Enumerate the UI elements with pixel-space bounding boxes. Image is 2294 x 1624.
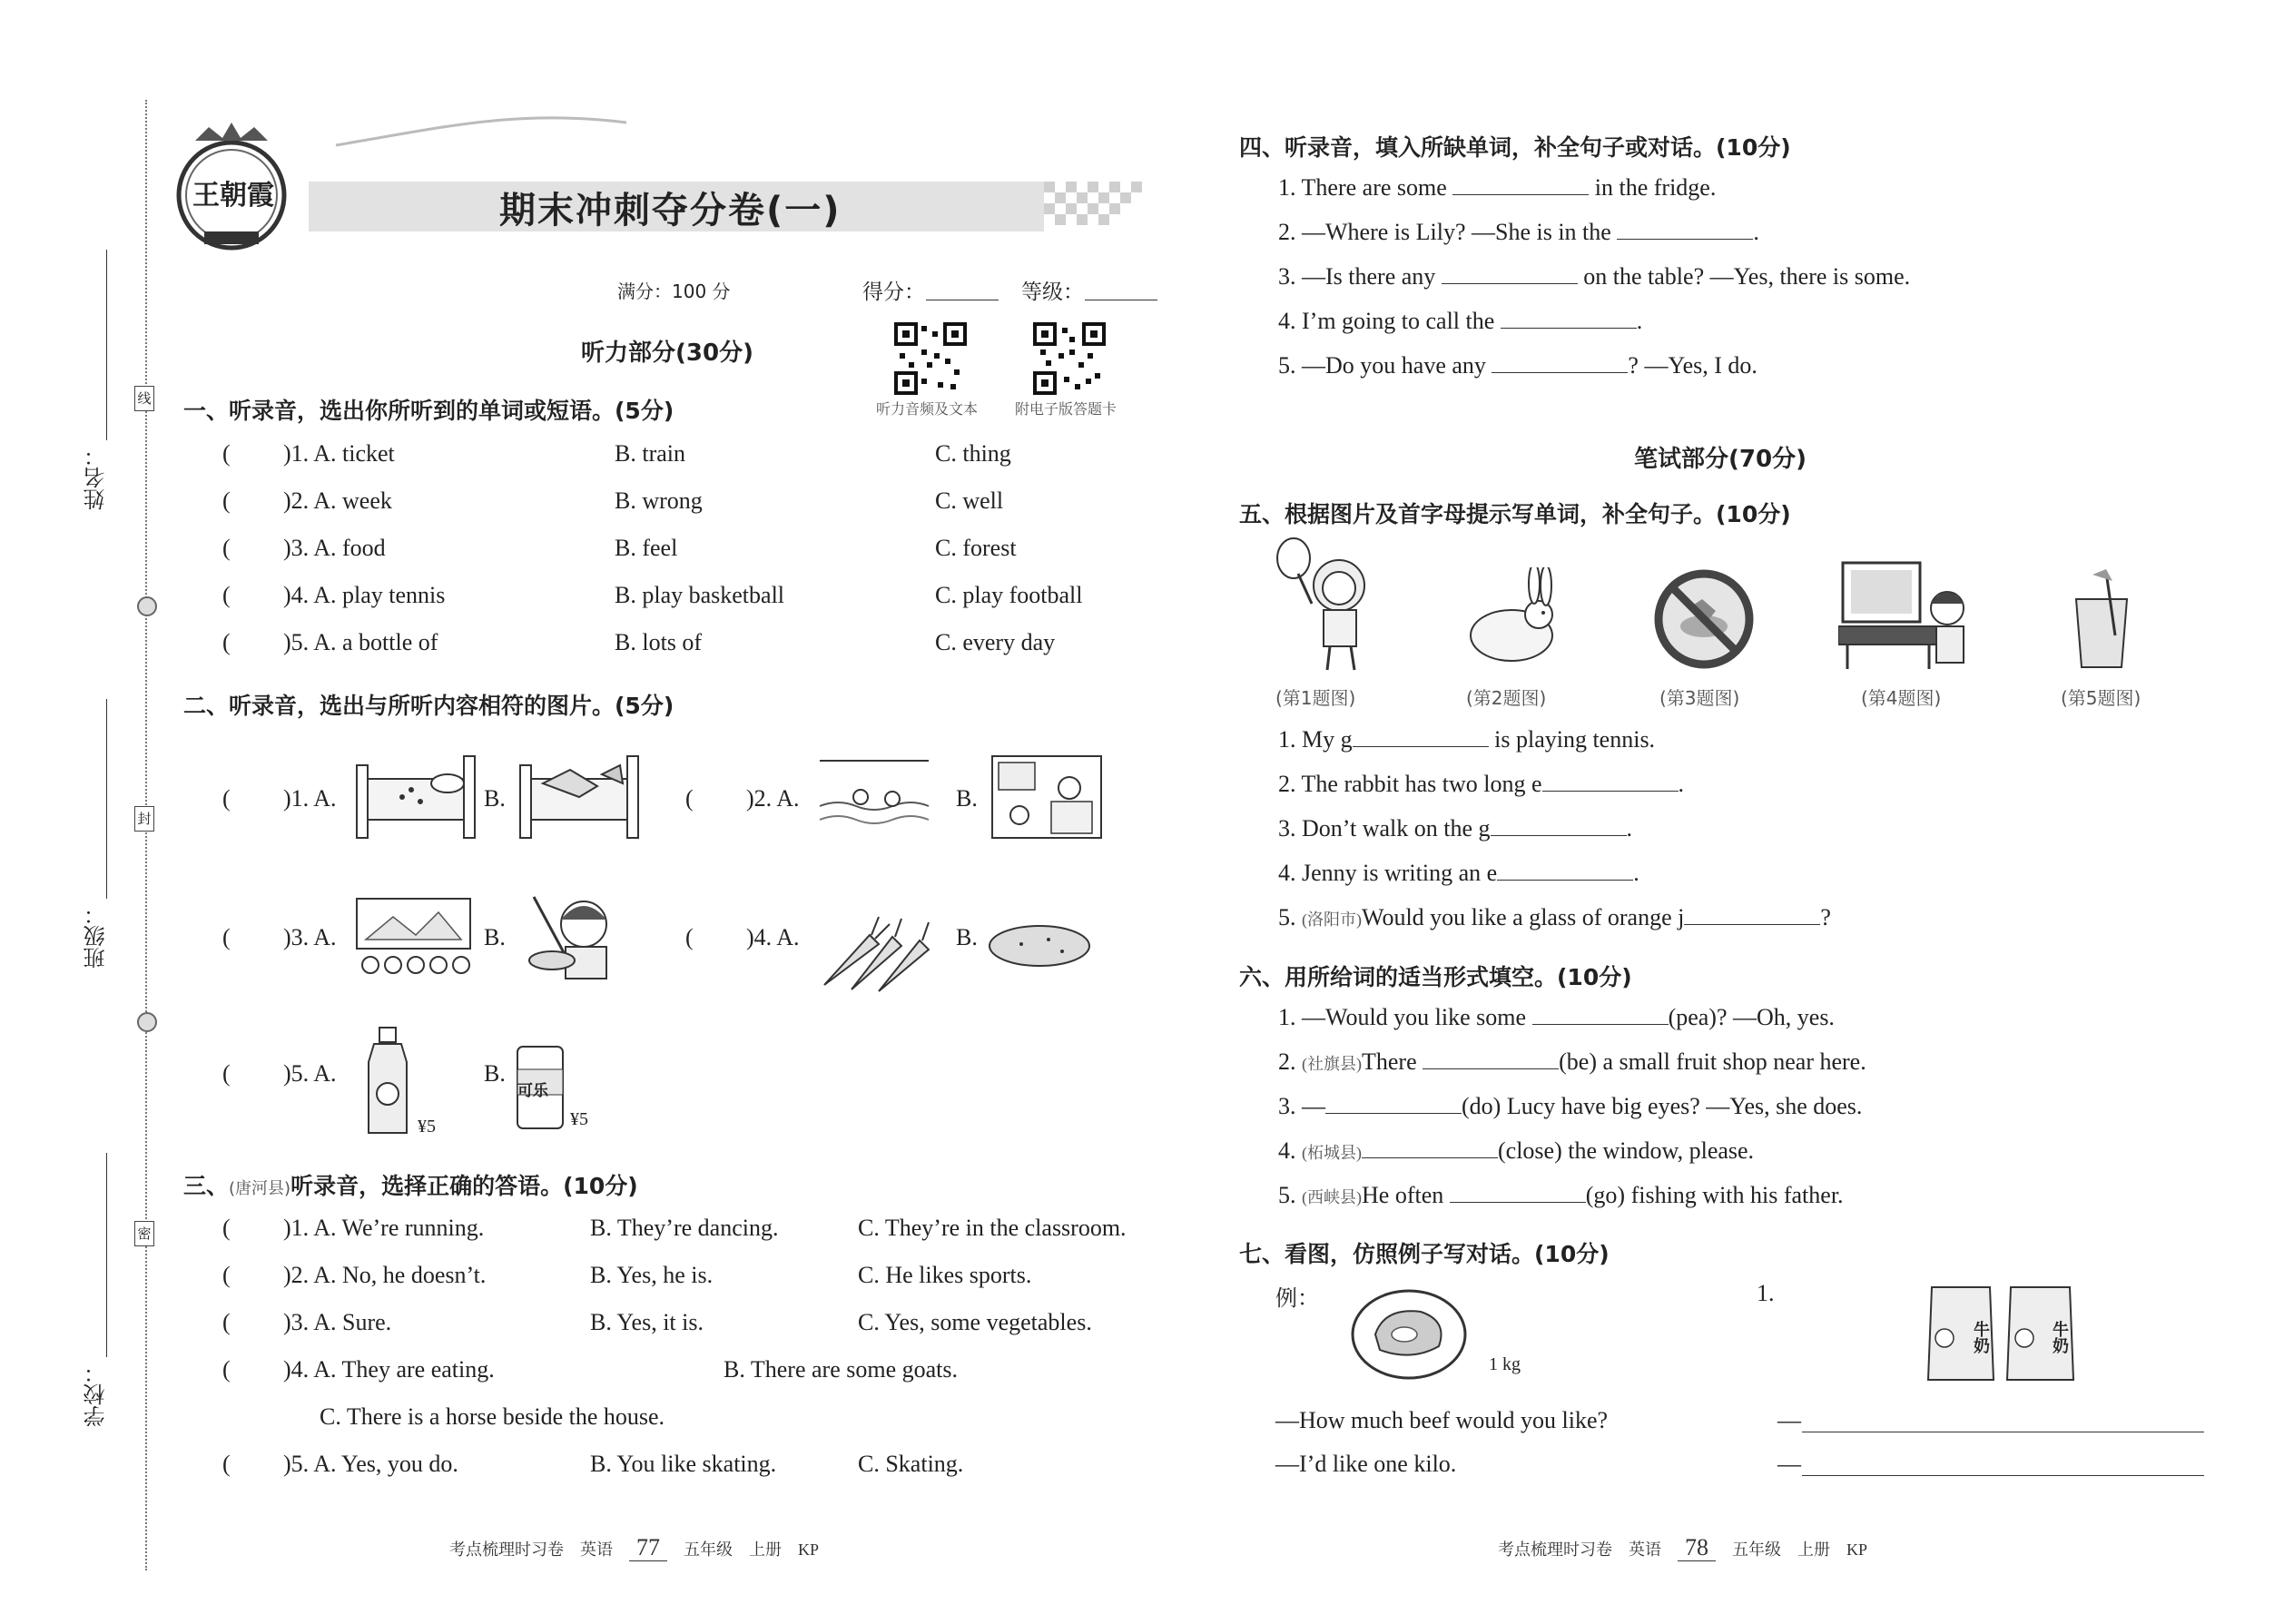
option-c: C. thing: [935, 440, 1011, 467]
sentence-start: 3. —Is there any: [1278, 263, 1436, 290]
answer-line-2[interactable]: [1802, 1475, 2204, 1476]
name-label: 姓名：: [84, 445, 109, 510]
sentence-end: (be) a small fruit shop near here.: [1559, 1048, 1866, 1075]
binding-ring: [137, 596, 157, 616]
page-number: 78: [1678, 1534, 1716, 1561]
sentence-end: (do) Lucy have big eyes? —Yes, she does.: [1462, 1093, 1863, 1119]
question-2-3-a: )3. A.: [283, 924, 337, 950]
county-tag: (西峡县): [1302, 1188, 1362, 1206]
sentence-start: 2.: [1278, 1048, 1302, 1075]
answer-paren[interactable]: (: [222, 582, 231, 608]
option-a: )1. A. ticket: [283, 440, 395, 467]
binding-ring: [137, 1012, 157, 1032]
footer-series: 考点梳理时习卷: [449, 1540, 564, 1559]
bed-tidy-icon[interactable]: [352, 752, 479, 842]
option-a: )2. A. week: [283, 487, 392, 514]
sentence-end: in the fridge.: [1594, 174, 1717, 201]
answer-dash-1: —: [1777, 1407, 1801, 1433]
sentence-start: 2. —Where is Lily? —She is in the: [1278, 219, 1611, 245]
answer-dash-2: —: [1777, 1451, 1801, 1477]
sentence-end: on the table? —Yes, there is some.: [1583, 263, 1911, 290]
caption-2: (第2题图): [1466, 687, 1547, 709]
name-field[interactable]: [106, 250, 107, 440]
sentence-end: .: [1626, 815, 1632, 842]
sentence-start: 1. There are some: [1278, 174, 1447, 201]
qr-code-answer-card-icon[interactable]: [1033, 322, 1106, 395]
brand-logo: 王朝霞: [192, 180, 274, 212]
no-walking-on-grass-icon[interactable]: [1652, 567, 1757, 672]
sentence-end: .: [1753, 219, 1759, 245]
part4-item-2: [1278, 219, 1759, 246]
part4-item-3: [1278, 263, 1910, 290]
sentence-end: ?: [1820, 904, 1831, 930]
juice-bottle-icon[interactable]: [363, 1026, 413, 1139]
footer-left: [449, 1534, 819, 1561]
binding-mark-line: 线: [134, 386, 154, 411]
option-b: B. There are some goats.: [724, 1356, 958, 1383]
option-a: )5. A. Yes, you do.: [283, 1451, 458, 1477]
caption-1: (第1题图): [1275, 687, 1356, 709]
sentence-start: 4.: [1278, 1137, 1302, 1164]
sentence-start: 5.: [1278, 904, 1302, 930]
question-2-1-a: )1. A.: [283, 785, 337, 812]
fill-blank[interactable]: [1362, 1137, 1498, 1158]
option-b: B. train: [615, 440, 685, 467]
sentence-start: 3. Don’t walk on the g: [1278, 815, 1491, 842]
footer-volume: 上册: [1797, 1540, 1830, 1559]
sentence-end: (go) fishing with his father.: [1585, 1182, 1844, 1208]
option-a: )2. A. No, he doesn’t.: [283, 1262, 487, 1288]
option-b-label: B.: [484, 1060, 506, 1087]
part6-item-5: [1278, 1182, 1844, 1211]
answer-paren[interactable]: (: [222, 1262, 231, 1288]
option-c: C. He likes sports.: [858, 1262, 1032, 1288]
part5-title: 五、根据图片及首字母提示写单词，补全句子。(10分): [1239, 501, 1791, 527]
binding-mark-seal: 封: [134, 806, 154, 832]
part5-item-1: [1278, 726, 1655, 753]
part3-title: [183, 1168, 638, 1201]
footer-grade: 五年级: [1732, 1540, 1781, 1559]
girl-at-computer-icon[interactable]: [1838, 558, 1970, 672]
listening-header: 听力部分(30分): [581, 340, 753, 367]
page-title: 期末冲刺夺分卷(一): [499, 190, 842, 231]
option-b-label: B.: [484, 785, 506, 812]
score-label: 得分：: [862, 281, 925, 304]
fill-blank[interactable]: [1501, 308, 1637, 329]
footer-right: [1498, 1534, 1867, 1561]
binding-dotted-line: [145, 100, 147, 1570]
part5-item-3: [1278, 815, 1632, 842]
part4-item-4: [1278, 308, 1642, 335]
sentence-start: 5. —Do you have any: [1278, 352, 1486, 379]
part6-item-3: [1278, 1093, 1862, 1120]
boy-eating-icon[interactable]: [516, 888, 634, 988]
answer-paren[interactable]: (: [222, 1309, 231, 1335]
part2-title: 二、听录音，选出与所听内容相符的图片。(5分): [183, 693, 674, 719]
footer-series: 考点梳理时习卷: [1498, 1540, 1612, 1559]
option-c: C. every day: [935, 629, 1056, 655]
option-b: B. play basketball: [615, 582, 785, 608]
answer-paren[interactable]: (: [222, 1060, 231, 1087]
answer-paren[interactable]: (: [222, 440, 231, 467]
answer-paren[interactable]: (: [222, 1451, 231, 1477]
option-b-label: B.: [956, 924, 978, 950]
fill-blank[interactable]: [1452, 174, 1589, 195]
milk-label-1: 牛奶: [1971, 1321, 1990, 1353]
part1-title: 一、听录音，选出你所听到的单词或短语。(5分): [183, 398, 674, 424]
footer-edition: KP: [1846, 1540, 1868, 1559]
county-tag: (社旗县): [1302, 1055, 1362, 1073]
example-question: —How much beef would you like?: [1275, 1407, 1609, 1433]
footer-grade: 五年级: [684, 1540, 733, 1559]
answer-paren[interactable]: (: [222, 487, 231, 514]
option-b: B. Yes, it is.: [590, 1309, 704, 1335]
grade-label: 等级：: [1021, 281, 1084, 304]
answer-paren[interactable]: (: [222, 535, 231, 561]
footer-subject: 英语: [1629, 1540, 1661, 1559]
part3-instruction: 听录音，选择正确的答语。(10分): [290, 1173, 638, 1199]
sentence-start: 2. The rabbit has two long e: [1278, 771, 1542, 797]
answer-paren[interactable]: (: [222, 629, 231, 655]
answer-paren[interactable]: (: [222, 1215, 231, 1241]
fill-blank[interactable]: [1442, 263, 1578, 284]
price-b: ¥5: [570, 1109, 588, 1129]
part6-item-4: [1278, 1137, 1754, 1166]
sentence-end: ? —Yes, I do.: [1628, 352, 1757, 379]
option-c: C. There is a horse beside the house.: [320, 1403, 665, 1430]
option-a: )4. A. They are eating.: [283, 1356, 495, 1383]
option-b-label: B.: [956, 785, 978, 812]
girl-tennis-icon[interactable]: [1271, 536, 1380, 672]
sentence-middle: He often: [1362, 1182, 1444, 1208]
part3-number: 三、: [183, 1173, 230, 1199]
county-tag: (唐河县): [229, 1179, 291, 1198]
fill-blank[interactable]: [1353, 726, 1489, 747]
county-tag: (洛阳市): [1302, 910, 1362, 929]
fill-blank[interactable]: [1497, 860, 1633, 881]
beef-plate-icon[interactable]: [1348, 1284, 1471, 1384]
part5-item-5: [1278, 904, 1831, 933]
sentence-end: (pea)? —Oh, yes.: [1668, 1004, 1835, 1030]
option-c: C. Yes, some vegetables.: [858, 1309, 1092, 1335]
fill-blank[interactable]: [1542, 771, 1679, 792]
weight-label: 1 kg: [1489, 1354, 1521, 1374]
sentence-end: .: [1678, 771, 1685, 797]
option-b: B. You like skating.: [590, 1451, 777, 1477]
option-c: C. well: [935, 487, 1004, 514]
bed-messy-icon[interactable]: [516, 752, 643, 842]
class-label: 班级：: [84, 903, 109, 969]
fill-blank[interactable]: [1532, 1004, 1669, 1025]
carrots-icon[interactable]: [815, 908, 933, 994]
fill-blank[interactable]: [1450, 1182, 1586, 1203]
option-b: B. lots of: [615, 629, 703, 655]
caption-3: (第3题图): [1659, 687, 1740, 709]
written-header: 笔试部分(70分): [1634, 446, 1807, 473]
sentence-start: 4. I’m going to call the: [1278, 308, 1495, 334]
qr-caption-answer-card: 附电子版答题卡: [1015, 402, 1117, 418]
qr-code-audio-icon[interactable]: [894, 322, 967, 395]
option-a: )3. A. Sure.: [283, 1309, 392, 1335]
caption-4: (第4题图): [1861, 687, 1942, 709]
binding-mark-secret: 密: [134, 1221, 154, 1246]
full-score: 满分：100 分: [617, 281, 731, 302]
part5-item-2: [1278, 771, 1684, 798]
school-label: 学校：: [84, 1362, 109, 1427]
orange-juice-glass-icon[interactable]: [2065, 567, 2138, 672]
answer-paren[interactable]: (: [222, 785, 231, 812]
footer-subject: 英语: [580, 1540, 613, 1559]
question-2-2-a: )2. A.: [746, 785, 800, 812]
sentence-middle: There: [1362, 1048, 1417, 1075]
part4-title: 四、听录音，填入所缺单词，补全句子或对话。(10分): [1239, 134, 1791, 161]
rabbit-icon[interactable]: [1452, 567, 1561, 667]
caption-5: (第5题图): [2061, 687, 2141, 709]
school-field[interactable]: [106, 1153, 107, 1357]
part6-item-2: [1278, 1048, 1866, 1078]
part6-title: 六、用所给词的适当形式填空。(10分): [1239, 964, 1632, 990]
option-b-label: B.: [484, 924, 506, 950]
answer-paren[interactable]: (: [222, 924, 231, 950]
fill-blank[interactable]: [1684, 904, 1820, 925]
sentence-start: 4. Jenny is writing an e: [1278, 860, 1498, 886]
option-a: )1. A. We’re running.: [283, 1215, 485, 1241]
option-b: B. Yes, he is.: [590, 1262, 714, 1288]
part7-title: 七、看图，仿照例子写对话。(10分): [1239, 1241, 1610, 1267]
fill-blank[interactable]: [1617, 219, 1753, 240]
example-label: 例：: [1275, 1285, 1319, 1311]
answer-paren[interactable]: (: [222, 1356, 231, 1383]
option-a: )4. A. play tennis: [283, 582, 446, 608]
sentence-end: is playing tennis.: [1494, 726, 1656, 753]
part4-item-5: [1278, 352, 1757, 379]
example-answer: —I’d like one kilo.: [1275, 1451, 1457, 1477]
sentence-start: 1. My g: [1278, 726, 1353, 753]
option-a: )3. A. food: [283, 535, 386, 561]
part4-item-1: [1278, 174, 1716, 202]
swimming-scene-icon[interactable]: [815, 752, 933, 842]
option-c: C. They’re in the classroom.: [858, 1215, 1127, 1241]
fill-blank[interactable]: [1423, 1048, 1559, 1069]
question-number-1: 1.: [1757, 1280, 1775, 1306]
potato-icon[interactable]: [985, 917, 1094, 971]
option-c: C. forest: [935, 535, 1017, 561]
sentence-start: 3. —: [1278, 1093, 1325, 1119]
sentence-end: .: [1636, 308, 1643, 334]
part5-item-4: [1278, 860, 1639, 887]
question-2-5-a: )5. A.: [283, 1060, 337, 1087]
price-a: ¥5: [418, 1117, 436, 1137]
answer-paren[interactable]: (: [685, 924, 694, 950]
cola-label: 可乐: [517, 1082, 548, 1100]
sentence-end: (close) the window, please.: [1498, 1137, 1755, 1164]
option-a: )5. A. a bottle of: [283, 629, 438, 655]
sentence-start: 5.: [1278, 1182, 1302, 1208]
option-b: B. wrong: [615, 487, 703, 514]
fill-blank[interactable]: [1491, 815, 1627, 836]
county-tag: (柘城县): [1302, 1144, 1362, 1162]
class-field[interactable]: [106, 699, 107, 899]
sentence-middle: Would you like a glass of orange j: [1362, 904, 1685, 930]
answer-paren[interactable]: (: [685, 785, 694, 812]
kitchen-scene-icon[interactable]: [988, 752, 1106, 842]
option-b: B. feel: [615, 535, 678, 561]
part6-item-1: [1278, 1004, 1835, 1031]
fill-blank[interactable]: [1325, 1093, 1462, 1114]
qr-caption-audio: 听力音频及文本: [876, 402, 979, 418]
option-c: C. Skating.: [858, 1451, 964, 1477]
milk-label-2: 牛奶: [2050, 1321, 2069, 1353]
sentence-start: 1. —Would you like some: [1278, 1004, 1527, 1030]
question-2-4-a: )4. A.: [746, 924, 800, 950]
option-b: B. They’re dancing.: [590, 1215, 779, 1241]
footer-volume: 上册: [749, 1540, 782, 1559]
page-number: 77: [629, 1534, 667, 1561]
fill-blank[interactable]: [1492, 352, 1628, 373]
cinema-scene-icon[interactable]: [352, 894, 475, 985]
option-c: C. play football: [935, 582, 1083, 608]
sentence-end: .: [1633, 860, 1639, 886]
footer-edition: KP: [798, 1540, 820, 1559]
